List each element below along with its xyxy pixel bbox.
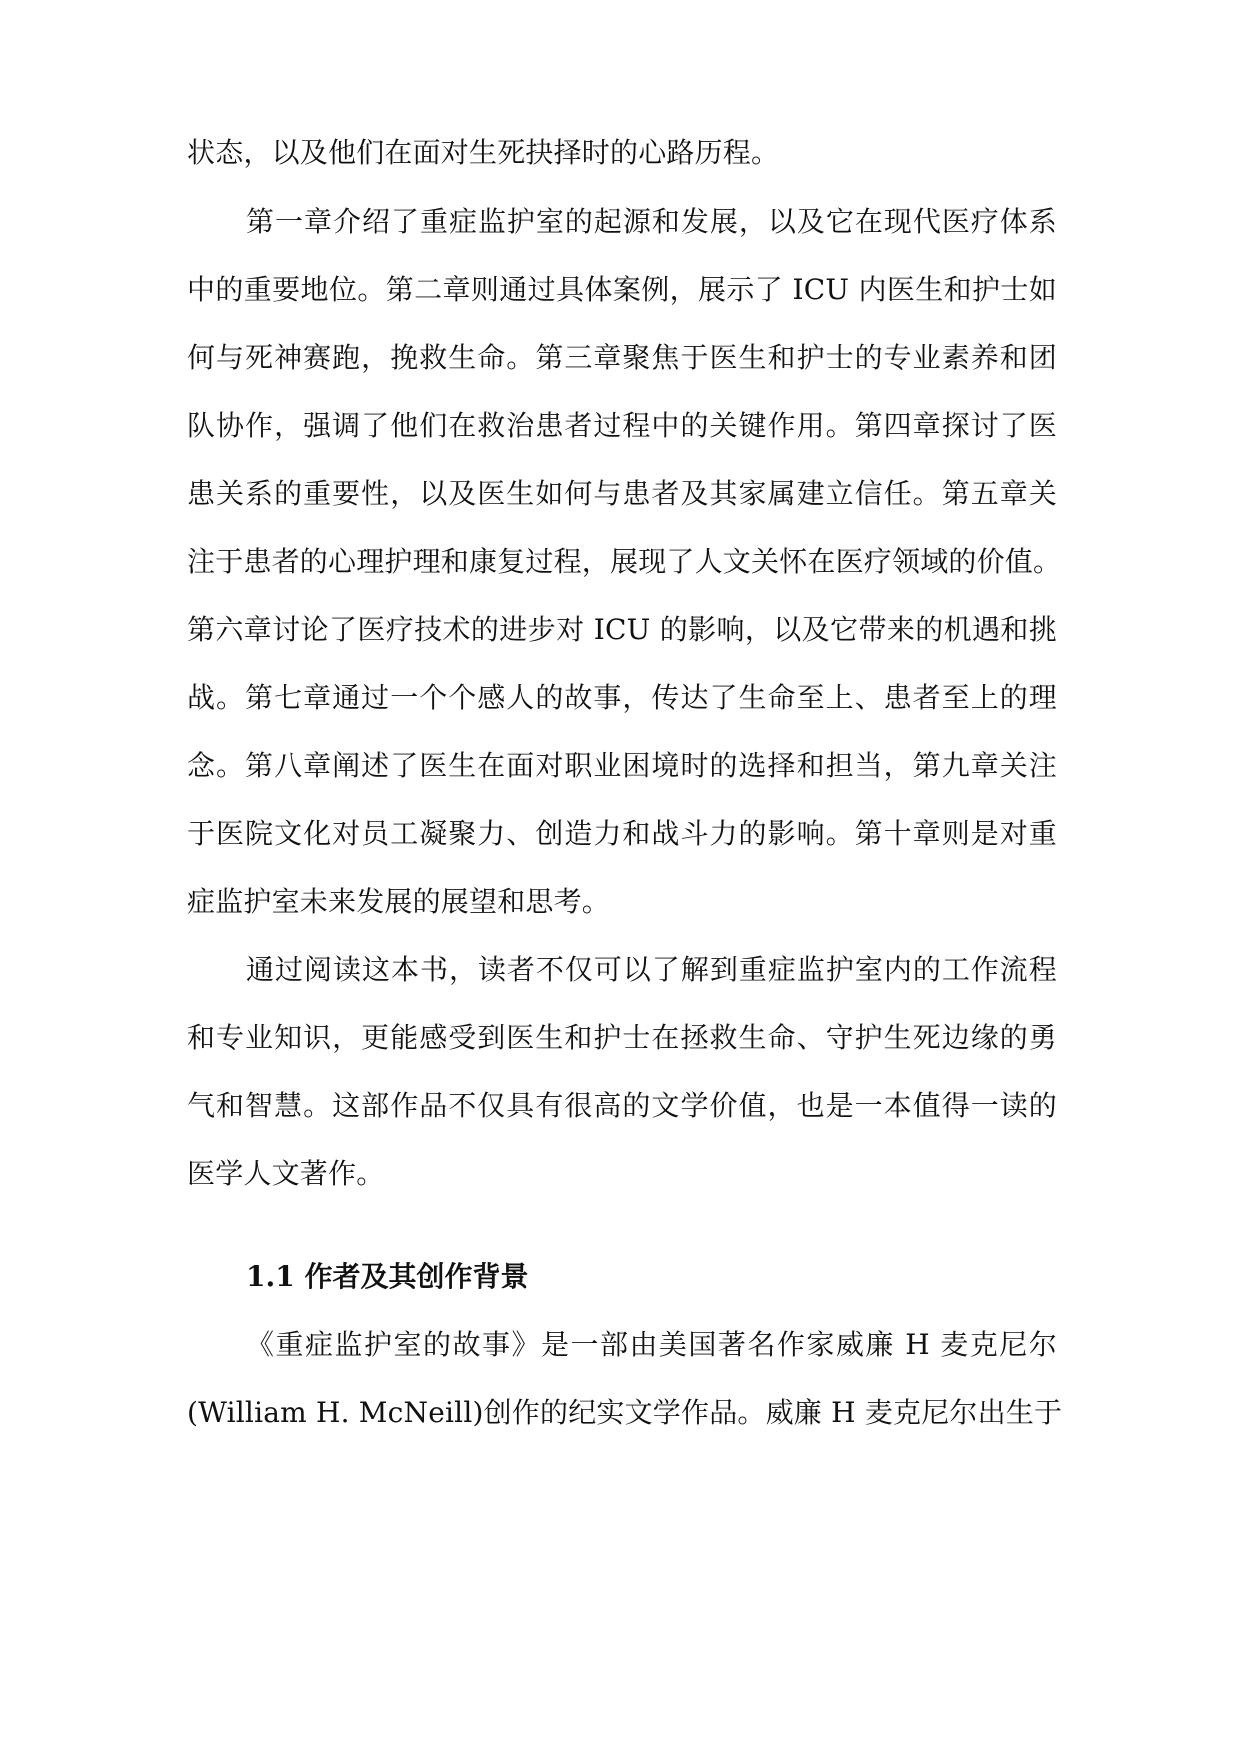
paragraph-line: 《重症监护室的故事》是一部由美国著名作家威廉 H 麦克尼尔 (246, 1328, 1057, 1361)
paragraph-line: 第六章讨论了医疗技术的进步对 ICU 的影响，以及它带来的机遇和挑 (187, 613, 1057, 646)
paragraph-line: 于医院文化对员工凝聚力、创造力和战斗力的影响。第十章则是对重 (187, 817, 1057, 850)
paragraph-line: 中的重要地位。第二章则通过具体案例，展示了 ICU 内医生和护士如 (187, 273, 1057, 306)
paragraph-line: 队协作，强调了他们在救治患者过程中的关键作用。第四章探讨了医 (187, 409, 1057, 442)
paragraph-line: 战。第七章通过一个个感人的故事，传达了生命至上、患者至上的理 (187, 681, 1057, 714)
paragraph-line: 通过阅读这本书，读者不仅可以了解到重症监护室内的工作流程 (246, 953, 1057, 986)
paragraph-line: 症监护室未来发展的展望和思考。 (187, 885, 611, 918)
paragraph-line: 状态，以及他们在面对生死抉择时的心路历程。 (187, 136, 780, 169)
paragraph-line: 气和智慧。这部作品不仅具有很高的文学价值，也是一本值得一读的 (187, 1089, 1057, 1122)
paragraph-line: 和专业知识，更能感受到医生和护士在拯救生命、守护生死边缘的勇 (187, 1021, 1057, 1054)
section-heading: 1.1 作者及其创作背景 (246, 1260, 529, 1293)
paragraph-line: (William H. McNeill)创作的纪实文学作品。威廉 H 麦克尼尔出生于 (187, 1396, 1063, 1429)
paragraph-line: 念。第八章阐述了医生在面对职业困境时的选择和担当，第九章关注 (187, 749, 1057, 782)
paragraph-line: 患关系的重要性，以及医生如何与患者及其家属建立信任。第五章关 (187, 477, 1057, 510)
paragraph-line: 医学人文著作。 (187, 1157, 385, 1190)
paragraph-line: 何与死神赛跑，挽救生命。第三章聚焦于医生和护士的专业素养和团 (187, 341, 1057, 374)
paragraph-line: 第一章介绍了重症监护室的起源和发展，以及它在现代医疗体系 (246, 205, 1057, 238)
paragraph-line: 注于患者的心理护理和康复过程，展现了人文关怀在医疗领域的价值。 (187, 545, 1062, 578)
